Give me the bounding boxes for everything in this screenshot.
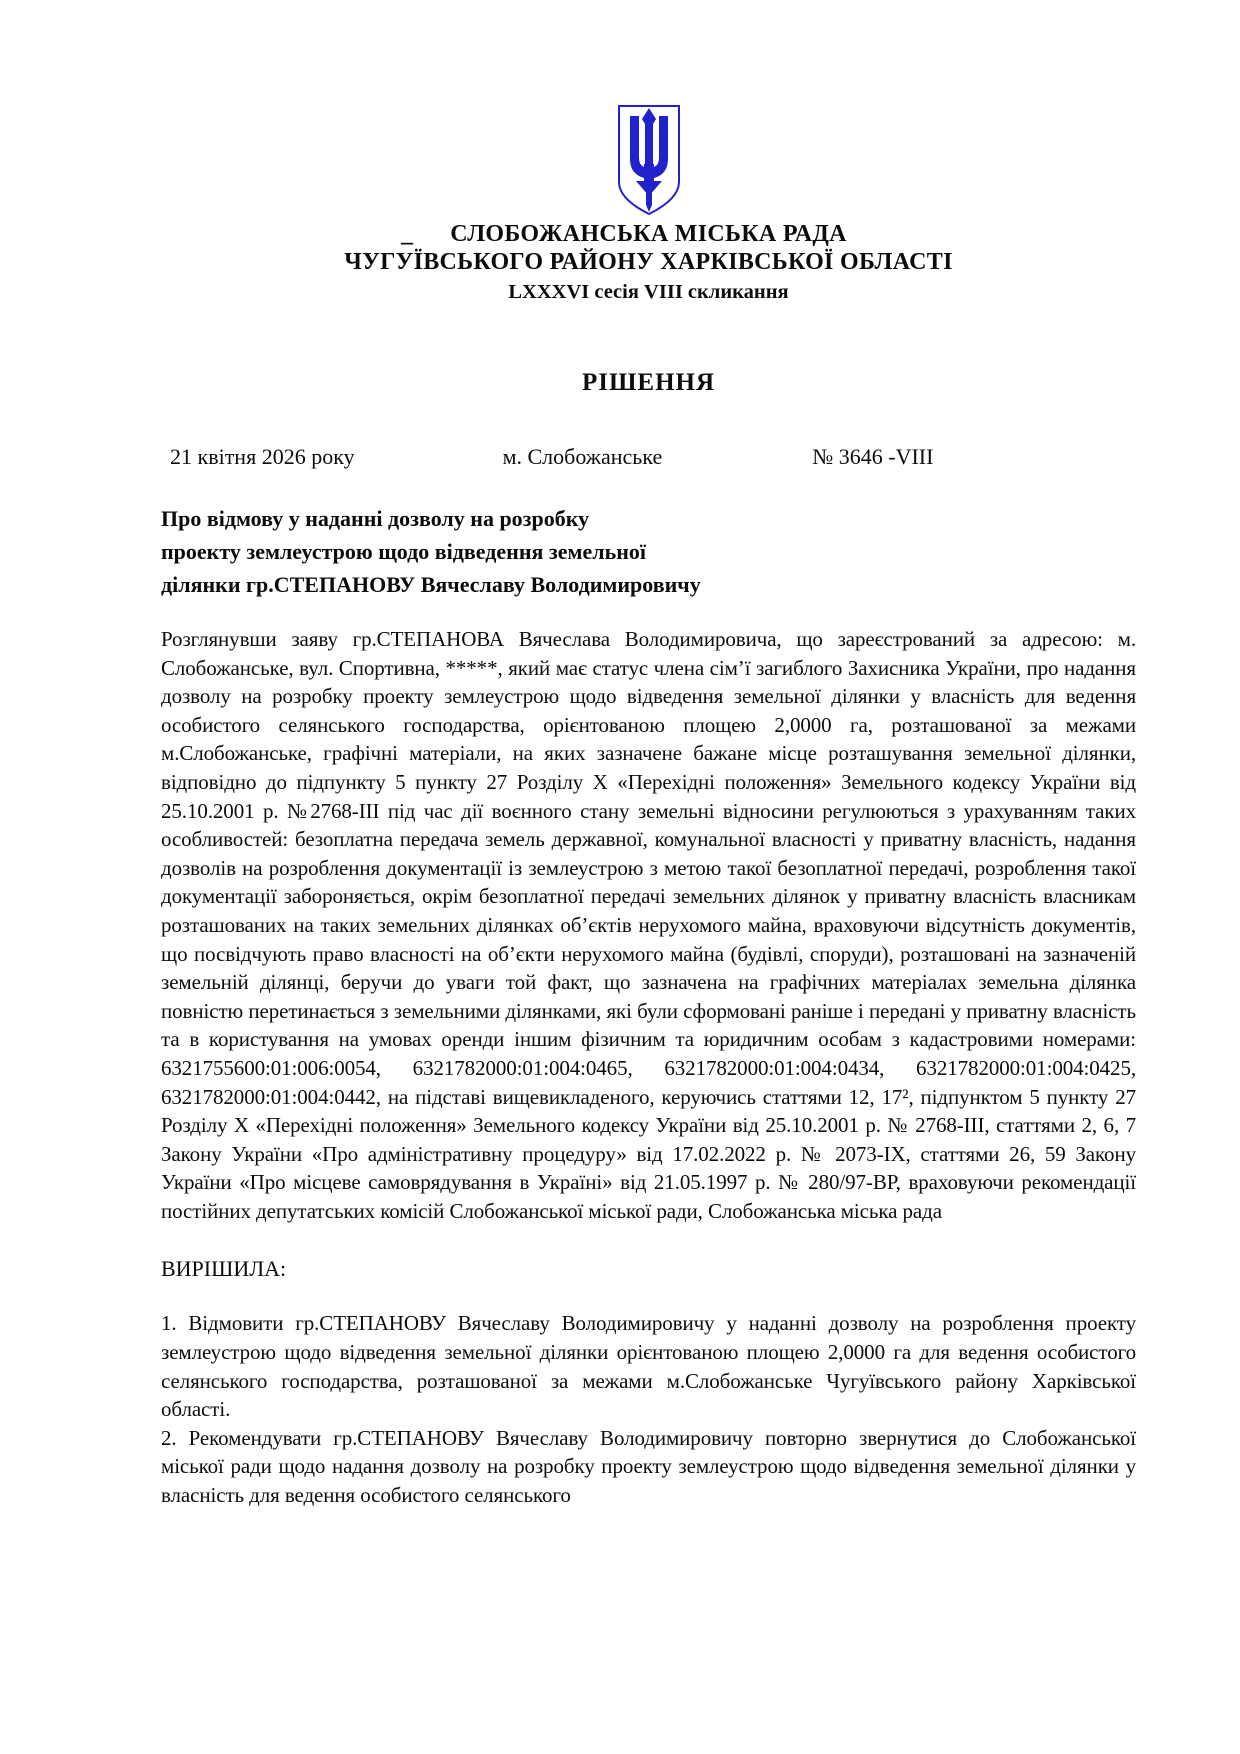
resolution-items [161, 1309, 1136, 1509]
session-line: LXXXVI сесія VIII скликання [508, 281, 789, 303]
subject-block [161, 502, 1136, 601]
trident-glyph [630, 108, 668, 212]
decision-date: 21 квітня 2026 року [170, 444, 355, 469]
decision-number: № 3646 -VIII [812, 444, 934, 469]
scan-artifact-mark: _ [401, 221, 413, 247]
org-name-line2: ЧУГУЇВСЬКОГО РАЙОНУ ХАРКІВСЬКОЇ ОБЛАСТІ [344, 249, 953, 275]
subject-line-1: Про відмову у наданні дозволу на розробку [161, 506, 590, 531]
org-name-line1: СЛОБОЖАНСЬКА МІСЬКА РАДА [450, 221, 847, 247]
resolution-item-1: 1. Відмовити гр.СТЕПАНОВУ Вячеславу Володимировичу у наданні дозволу на розроблення проекту землеустрою щодо відведення земельної ділянки орієнтованою площею 2,0000 га для ведення особистого селянського господарства, розташованої за межами м.Слобожанське Чугуївського району Харківської області. [161, 1311, 1136, 1422]
subject-line-2: проекту землеустрою щодо відведення земельної [161, 539, 647, 564]
preamble-paragraph: Розглянувши заяву гр.СТЕПАНОВА Вячеслава Володимировича, що зареєстрований за адресою: м. Слобожанське, вул. Спортивна, *****, який має статус члена сім’ї загиблого Захисника України, про надання дозволу на розробку проекту землеустрою щодо відведення земельної ділянки у власність для ведення особистого селянського господарства, орієнтованою площею 2,0000 га, розташованої за межами м.Слобожанське, графічні матеріали, на яких зазначене бажане місце розташування земельної ділянки, відповідно до підпункту 5 пункту 27 Розділу X «Перехідні положення» Земельного кодексу України від 25.10.2001 р. №2768-III під час дії воєнного стану земельні відносини регулюються з урахуванням таких особливостей: безоплатна передача земель державної, комунальної власності у приватну власність, надання дозволів на розроблення документації із землеустрою з метою такої безоплатної передачі, розроблення такої документації забороняється, окрім безоплатної передачі земельних ділянок у приватну власність власникам розташованих на таких земельних ділянках об’єктів нерухомого майна, враховуючи відсутність документів, що посвідчують право власності на об’єкти нерухомого майна (будівлі, споруди), розташовані на зазначеній земельній ділянці, беручи до уваги той факт, що зазначена на графічних матеріалах земельна ділянка повністю перетинається з земельними ділянками, які були сформовані раніше і передані у приватну власність та в користування на умовах оренди іншим фізичним та юридичним особам з кадастровими номерами: 6321755600:01:006:0054, 6321782000:01:004:0465, 6321782000:01:004:0434, 6321782000:01:004:0425, 6321782000:01:004:0442, на підставі вищевикладеного, керуючись статтями 12, 17², підпунктом 5 пункту 27 Розділу X «Перехідні положення» Земельного кодексу України від 25.10.2001 р. № 2768-III, статтями 2, 6, 7 Закону України «Про адміністративну процедуру» від 17.02.2022 р. № 2073-IX, статтями 26, 59 Закону України «Про місцеве самоврядування в Україні» від 21.05.1997 р. № 280/97-ВР, враховуючи рекомендації постійних депутатських комісій Слобожанської міської ради, Слобожанська міська рада [161, 627, 1136, 1223]
trident-emblem-svg [613, 104, 685, 216]
subject-line-3: ділянки гр.СТЕПАНОВУ Вячеславу Володимировичу [161, 572, 701, 597]
dateline-row [161, 443, 1136, 470]
ukraine-trident-emblem [161, 104, 1136, 216]
resolution-item-2: 2. Рекомендувати гр.СТЕПАНОВУ Вячеславу Володимировичу повторно звернутися до Слобожанської міської ради щодо надання дозволу на розробку проекту землеустрою щодо відведення земельної ділянки у власність для ведення особистого селянського [161, 1425, 1136, 1508]
decision-place: м. Слобожанське [502, 444, 663, 469]
resolution-heading: ВИРІШИЛА: [161, 1256, 287, 1282]
document-title: РІШЕННЯ [581, 369, 716, 396]
